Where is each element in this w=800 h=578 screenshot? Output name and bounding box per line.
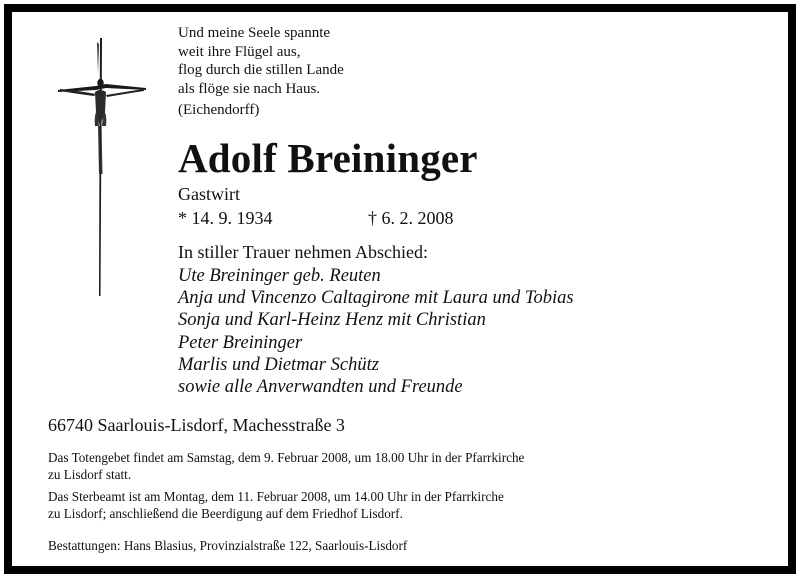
death-date: † 6. 2. 2008: [368, 208, 454, 228]
poem-attribution: (Eichendorff): [178, 102, 260, 119]
mourner-entry: sowie alle Anverwandten und Freunde: [178, 377, 463, 398]
birth-date: * 14. 9. 1934: [178, 208, 273, 228]
mourner-entry: Marlis und Dietmar Schütz: [178, 354, 379, 375]
mourner-entry: Ute Breininger geb. Reuten: [178, 266, 381, 286]
mourner-entry: Anja und Vincenzo Caltagirone mit Laura und Tobias: [178, 288, 574, 309]
poem-line: als flöge sie nach Haus.: [178, 80, 321, 97]
notice-line: Das Sterbeamt ist am Montag, dem 11. Februar 2008, um 14.00 Uhr in der Pfarrkirche: [48, 489, 504, 504]
family-address: 66740 Saarlouis-Lisdorf, Machesstraße 3: [48, 415, 345, 435]
notice-line: Das Totengebet findet am Samstag, dem 9. Februar 2008, um 18.00 Uhr in der Pfarrkirche: [48, 450, 525, 465]
poem-line: Und meine Seele spannte: [178, 25, 331, 41]
prayer-notice: [48, 450, 748, 483]
mourner-entry: Sonja und Karl-Heinz Henz mit Christian: [178, 310, 486, 331]
funeral-mass-notice: [48, 489, 748, 522]
mourner-entry: Peter Breininger: [178, 332, 303, 353]
poem-verse: [178, 24, 344, 120]
crucifix-icon: [50, 34, 150, 299]
mourning-intro: In stiller Trauer nehmen Abschied:: [178, 242, 428, 262]
poem-line: flog durch die stillen Lande: [178, 62, 344, 79]
obituary-notice: [4, 4, 796, 574]
notice-line: zu Lisdorf; anschließend die Beerdigung auf dem Friedhof Lisdorf.: [48, 505, 403, 521]
deceased-name: Adolf Breininger: [178, 135, 478, 181]
mourners-list: [178, 265, 574, 398]
notice-line: zu Lisdorf statt.: [48, 466, 132, 482]
undertaker-info: Bestattungen: Hans Blasius, Provinzialstraße 122, Saarlouis-Lisdorf: [48, 538, 408, 553]
deceased-occupation: Gastwirt: [178, 184, 240, 204]
poem-line: weit ihre Flügel aus,: [178, 43, 301, 60]
